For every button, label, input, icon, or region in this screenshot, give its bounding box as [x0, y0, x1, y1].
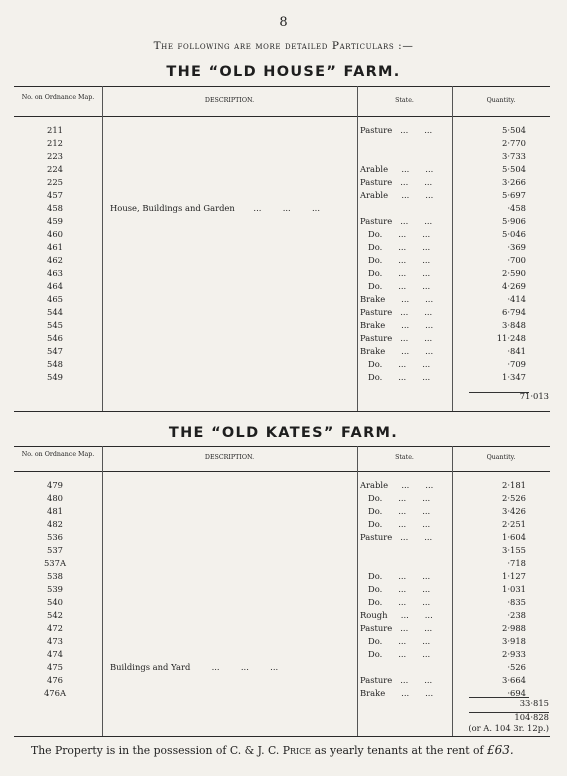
- table-row: [14, 332, 550, 345]
- parcel-state: Pasture ... ...: [360, 216, 433, 226]
- parcel-quantity: 1·127: [502, 571, 526, 581]
- parcel-state: Brake ... ...: [360, 688, 434, 698]
- parcel-quantity: 2·526: [502, 493, 526, 503]
- parcel-number: 225: [47, 177, 63, 187]
- parcel-number: 212: [47, 138, 63, 148]
- parcel-number: 464: [47, 281, 63, 291]
- parcel-quantity: 2·933: [502, 649, 526, 659]
- parcel-quantity: 11·248: [496, 333, 526, 343]
- parcel-number: 545: [47, 320, 63, 330]
- farm1-title: THE “OLD HOUSE” FARM.: [166, 64, 401, 80]
- table-row: [14, 648, 550, 661]
- parcel-quantity: 1·031: [502, 584, 526, 594]
- parcel-state: Pasture ... ...: [360, 125, 433, 135]
- parcel-number: 482: [47, 519, 63, 529]
- page-number: 8: [279, 15, 288, 30]
- table-row: [14, 241, 550, 254]
- table-row: [14, 371, 550, 384]
- parcel-quantity: 4·269: [502, 281, 526, 291]
- parcel-state: Do. ... ...: [360, 597, 431, 607]
- parcel-number: 474: [47, 649, 63, 659]
- parcel-number: 460: [47, 229, 63, 239]
- parcel-quantity: ·718: [507, 558, 526, 568]
- farm2-title: THE “OLD KATES” FARM.: [168, 425, 399, 441]
- table-bottom-rule: [14, 736, 550, 737]
- parcel-quantity: ·700: [507, 255, 526, 265]
- parcel-quantity: ·458: [507, 203, 526, 213]
- parcel-quantity: 5·504: [502, 125, 526, 135]
- table-row: [14, 176, 550, 189]
- table-row: [14, 479, 550, 492]
- parcel-number: 479: [47, 480, 63, 490]
- parcel-state: Do. ... ...: [360, 506, 431, 516]
- parcel-state: Do. ... ...: [360, 255, 431, 265]
- parcel-quantity: 5·697: [502, 190, 526, 200]
- footer-prefix: The Property is in the possession of: [31, 744, 227, 757]
- parcel-quantity: 3·664: [502, 675, 526, 685]
- table-header-rule: [14, 116, 550, 117]
- parcel-number: 475: [47, 662, 63, 672]
- table-row: [14, 505, 550, 518]
- parcel-quantity: ·694: [507, 688, 526, 698]
- parcel-state: Do. ... ...: [360, 571, 431, 581]
- footer-tenants: C. & J. C. Price: [229, 744, 312, 757]
- parcel-number: 465: [47, 294, 63, 304]
- parcel-quantity: 2·770: [502, 138, 526, 148]
- table-row: [14, 306, 550, 319]
- parcel-number: 224: [47, 164, 63, 174]
- footer-rent: £63.: [487, 743, 514, 757]
- table-row: [14, 293, 550, 306]
- table-row: [14, 137, 550, 150]
- parcel-state: Do. ... ...: [360, 229, 431, 239]
- parcel-state: Pasture ... ...: [360, 333, 433, 343]
- parcel-number: 473: [47, 636, 63, 646]
- table-row: [14, 635, 550, 648]
- parcel-number: 537: [47, 545, 63, 555]
- parcel-quantity: 3·848: [502, 320, 526, 330]
- parcel-quantity: ·526: [507, 662, 526, 672]
- parcel-state: Do. ... ...: [360, 281, 431, 291]
- farm2-total: 33·815: [519, 698, 549, 708]
- parcel-quantity: ·238: [507, 610, 526, 620]
- table-row: [14, 163, 550, 176]
- parcel-state: Do. ... ...: [360, 372, 431, 382]
- footer-middle: as yearly tenants at the rent of: [314, 744, 484, 757]
- parcel-quantity: 3·733: [502, 151, 526, 161]
- parcel-quantity: 2·181: [502, 480, 526, 490]
- parcel-quantity: 5·046: [502, 229, 526, 239]
- parcel-state: Do. ... ...: [360, 268, 431, 278]
- table-row: [14, 518, 550, 531]
- table-row: [14, 267, 550, 280]
- parcel-number: 547: [47, 346, 63, 356]
- parcel-description: House, Buildings and Garden ... ... ...: [110, 203, 320, 213]
- parcel-state: Brake ... ...: [360, 320, 434, 330]
- table-row: [14, 596, 550, 609]
- parcel-number: 542: [47, 610, 63, 620]
- parcel-quantity: 2·988: [502, 623, 526, 633]
- header-description: DESCRIPTION.: [204, 97, 255, 104]
- table-row: [14, 492, 550, 505]
- parcel-quantity: 6·794: [502, 307, 526, 317]
- table-row: [14, 557, 550, 570]
- parcel-state: Brake ... ...: [360, 294, 434, 304]
- parcel-number: 458: [47, 203, 63, 213]
- parcel-state: Arable ... ...: [360, 190, 434, 200]
- parcel-number: 223: [47, 151, 63, 161]
- table-row: [14, 661, 550, 674]
- table-row: [14, 531, 550, 544]
- table-bottom-rule: [14, 411, 550, 412]
- grand-total: 104·828: [514, 712, 549, 722]
- table-row: [14, 228, 550, 241]
- parcel-quantity: 3·266: [502, 177, 526, 187]
- header-no: No. on Ordnance Map.: [21, 451, 95, 458]
- table-row: [14, 280, 550, 293]
- table-row: [14, 189, 550, 202]
- parcel-quantity: 5·906: [502, 216, 526, 226]
- table-row: [14, 254, 550, 267]
- parcel-state: Do. ... ...: [360, 519, 431, 529]
- table-row: [14, 583, 550, 596]
- header-description: DESCRIPTION.: [204, 454, 255, 461]
- parcel-number: 480: [47, 493, 63, 503]
- parcel-number: 538: [47, 571, 63, 581]
- table-row: [14, 319, 550, 332]
- parcel-state: Do. ... ...: [360, 359, 431, 369]
- table-top-rule: [14, 446, 550, 447]
- parcel-state: Do. ... ...: [360, 493, 431, 503]
- table-row: [14, 150, 550, 163]
- parcel-number: 546: [47, 333, 63, 343]
- parcel-number: 537A: [43, 558, 67, 568]
- parcel-quantity: ·841: [507, 346, 526, 356]
- parcel-quantity: 5·504: [502, 164, 526, 174]
- table-row: [14, 622, 550, 635]
- parcel-description: Buildings and Yard ... ... ...: [110, 662, 279, 672]
- table-row: [14, 124, 550, 137]
- header-state: State.: [395, 97, 414, 104]
- parcel-state: Pasture ... ...: [360, 177, 433, 187]
- parcel-state: Do. ... ...: [360, 636, 431, 646]
- parcel-number: 457: [47, 190, 63, 200]
- grand-total-note: (or A. 104 3r. 12p.): [468, 723, 549, 733]
- header-quantity: Quantity.: [486, 97, 516, 104]
- farm2-table: [14, 446, 550, 736]
- header-quantity: Quantity.: [486, 454, 516, 461]
- parcel-state: Do. ... ...: [360, 649, 431, 659]
- parcel-quantity: ·709: [507, 359, 526, 369]
- table-top-rule: [14, 86, 550, 87]
- parcel-quantity: 3·426: [502, 506, 526, 516]
- parcel-quantity: 1·347: [502, 372, 526, 382]
- table-row: [14, 544, 550, 557]
- header-state: State.: [395, 454, 414, 461]
- parcel-quantity: ·835: [507, 597, 526, 607]
- parcel-state: Arable ... ...: [360, 480, 434, 490]
- parcel-state: Pasture ... ...: [360, 307, 433, 317]
- parcel-state: Pasture ... ...: [360, 532, 433, 542]
- table-row: [14, 570, 550, 583]
- parcel-number: 211: [47, 125, 63, 135]
- parcel-state: Brake ... ...: [360, 346, 434, 356]
- farm1-total: 71·013: [519, 391, 549, 401]
- parcel-state: Pasture ... ...: [360, 675, 433, 685]
- parcel-state: Do. ... ...: [360, 584, 431, 594]
- parcel-state: Rough ... ...: [360, 610, 433, 620]
- table-row: [14, 345, 550, 358]
- parcel-state: Do. ... ...: [360, 242, 431, 252]
- parcel-quantity: ·369: [507, 242, 526, 252]
- table-row: [14, 358, 550, 371]
- parcel-number: 476A: [43, 688, 67, 698]
- parcel-quantity: 2·251: [502, 519, 526, 529]
- parcel-number: 472: [47, 623, 63, 633]
- table-row: [14, 609, 550, 622]
- parcel-number: 459: [47, 216, 63, 226]
- table-row: [14, 674, 550, 687]
- footer-note: [31, 743, 553, 757]
- table-row: [14, 215, 550, 228]
- parcel-number: 481: [47, 506, 63, 516]
- table-header-rule: [14, 471, 550, 472]
- parcel-quantity: 1·604: [502, 532, 526, 542]
- farm1-table: [14, 86, 550, 412]
- parcel-number: 548: [47, 359, 63, 369]
- parcel-number: 540: [47, 597, 63, 607]
- parcel-quantity: 3·155: [502, 545, 526, 555]
- parcel-quantity: 2·590: [502, 268, 526, 278]
- parcel-number: 539: [47, 584, 63, 594]
- intro-heading: The following are more detailed Particulars :—: [153, 40, 414, 52]
- table-row: [14, 202, 550, 215]
- parcel-state: Arable ... ...: [360, 164, 434, 174]
- header-no: No. on Ordnance Map.: [21, 94, 95, 101]
- parcel-number: 462: [47, 255, 63, 265]
- parcel-state: Pasture ... ...: [360, 623, 433, 633]
- parcel-number: 536: [47, 532, 63, 542]
- parcel-quantity: 3·918: [502, 636, 526, 646]
- parcel-number: 476: [47, 675, 63, 685]
- parcel-quantity: ·414: [507, 294, 526, 304]
- parcel-number: 544: [47, 307, 63, 317]
- parcel-number: 549: [47, 372, 63, 382]
- parcel-number: 463: [47, 268, 63, 278]
- parcel-number: 461: [47, 242, 63, 252]
